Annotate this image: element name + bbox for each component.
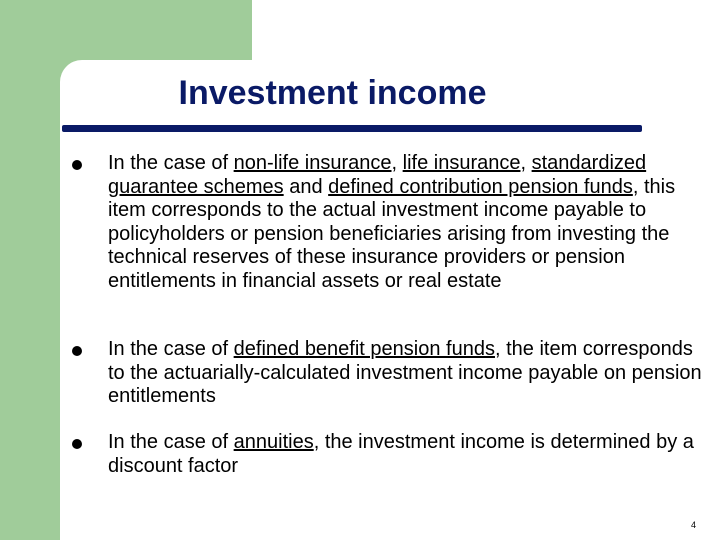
- title-underline-rule: [62, 125, 642, 132]
- bullet-text: [108, 152, 704, 293]
- underlined-term: life insurance: [402, 152, 521, 174]
- text-segment: In the case of: [108, 152, 234, 174]
- page-number: 4: [690, 520, 696, 530]
- bullet-dot: [72, 160, 82, 170]
- text-segment: , the investment income is determined by a discount factor: [108, 431, 694, 477]
- text-segment: ,: [520, 152, 532, 174]
- text-segment: , this item corresponds to the actual investment income payable to policyholders or pension beneficiaries arising from investing the technical reserves of these insurance providers or pension entitlements in financial assets or real estate: [108, 175, 676, 292]
- bullet-dot: [72, 439, 82, 449]
- bullet-dot: [72, 346, 82, 356]
- underlined-term: defined benefit pension funds: [233, 338, 495, 360]
- bullet-text: [108, 431, 704, 478]
- text-segment: In the case of: [108, 431, 234, 453]
- underlined-term: standardized guarantee schemes: [108, 152, 647, 198]
- underlined-term: annuities: [233, 431, 314, 453]
- underlined-term: non-life insurance: [233, 152, 392, 174]
- text-segment: and: [283, 175, 329, 198]
- slide-title: Investment income: [178, 74, 487, 112]
- text-segment: ,: [391, 152, 403, 174]
- text-segment: In the case of: [108, 338, 234, 360]
- underlined-term: defined contribution pension funds: [328, 175, 633, 198]
- text-segment: , the item corresponds to the actuarially-calculated investment income payable on pension entitlements: [108, 338, 702, 407]
- bullet-text: [108, 338, 704, 409]
